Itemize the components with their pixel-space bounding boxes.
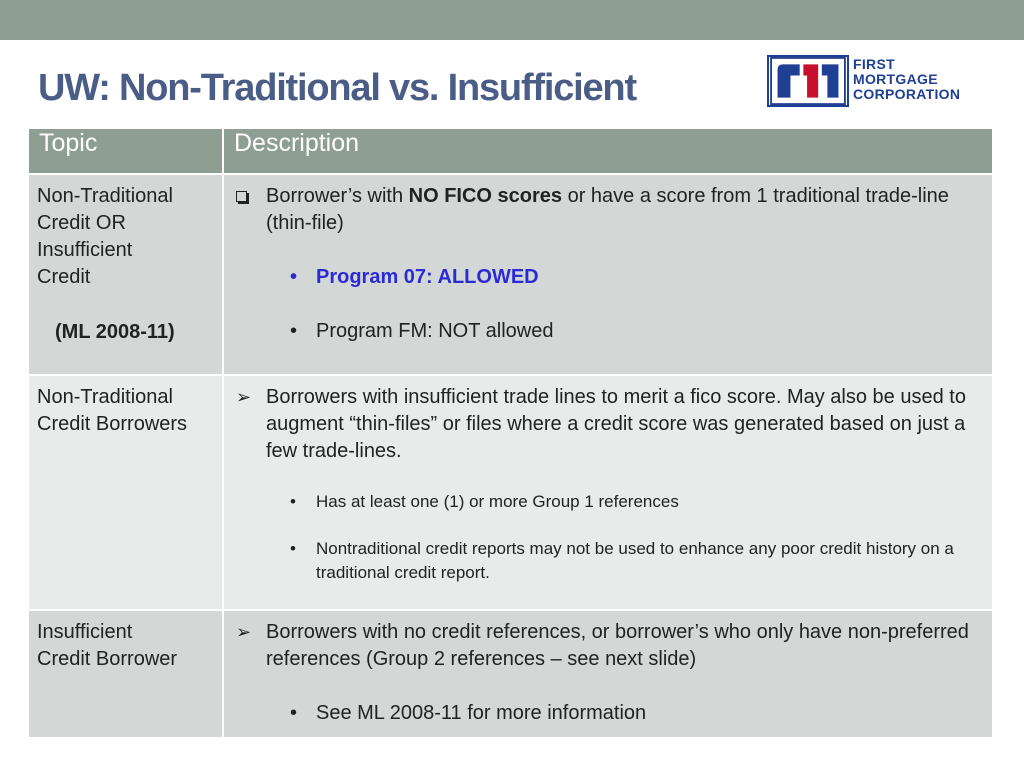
description-cell xyxy=(223,174,993,375)
column-header-topic: Topic xyxy=(28,128,223,174)
bullet-item xyxy=(234,490,982,514)
bullet-icon: • xyxy=(290,539,296,558)
top-accent-bar xyxy=(0,0,1024,40)
topic-line: Non-Traditional xyxy=(37,185,173,207)
logo-line-3: CORPORATION xyxy=(853,86,961,102)
topic-cell xyxy=(28,174,223,375)
logo-line-2: MORTGAGE xyxy=(853,71,938,87)
bullet-text: Program FM: NOT allowed xyxy=(316,320,554,342)
bullet-item xyxy=(234,318,982,345)
bullet-icon: • xyxy=(290,492,296,511)
topic-reference: (ML 2008-11) xyxy=(55,321,175,343)
topic-cell xyxy=(28,610,223,738)
lead-text-post: or have a score from 1 traditional trade-line (thin-file) xyxy=(266,185,949,234)
bullet-item xyxy=(234,700,982,727)
company-logo xyxy=(767,55,987,111)
checkbox-icon xyxy=(236,183,260,210)
topic-cell xyxy=(28,375,223,610)
topic-line: Non-Traditional xyxy=(37,386,173,408)
description-cell xyxy=(223,375,993,610)
lead-item xyxy=(234,384,982,465)
topic-line: Credit xyxy=(37,266,91,288)
topic-line: Credit Borrowers xyxy=(37,413,188,435)
bullet-text: See ML 2008-11 for more information xyxy=(316,702,647,724)
topic-line: Credit OR xyxy=(37,212,126,234)
lead-text-pre: Borrower’s with xyxy=(266,185,409,207)
bullet-text: Nontraditional credit reports may not be used to enhance any poor credit history on a traditional credit report. xyxy=(316,539,954,582)
slide-title: UW: Non-Traditional vs. Insufficient xyxy=(38,67,636,109)
topic-line: Credit Borrower xyxy=(37,648,178,670)
column-header-description: Description xyxy=(223,128,993,174)
bullet-icon: • xyxy=(290,320,298,342)
lead-text-bold: NO FICO scores xyxy=(408,185,563,207)
table-row xyxy=(28,174,993,375)
table-row xyxy=(28,375,993,610)
lead-text: Borrowers with insufficient trade lines to merit a fico score. May also be used to augment “thin-files” or files where a credit score was generated based on just a few trade-lines. xyxy=(266,386,966,462)
comparison-table xyxy=(27,127,994,739)
bullet-item xyxy=(234,537,982,585)
table-header-row xyxy=(28,128,993,174)
logo-line-1: FIRST xyxy=(853,56,895,72)
bullet-text: Has at least one (1) or more Group 1 references xyxy=(316,492,679,511)
topic-line: Insufficient xyxy=(37,239,133,261)
description-cell xyxy=(223,610,993,738)
arrow-icon: ➢ xyxy=(236,622,252,642)
lead-text: Borrowers with no credit references, or borrower’s who only have non-preferred references (Group 2 references – see next slide) xyxy=(266,621,969,670)
lead-item xyxy=(234,183,982,237)
lead-item xyxy=(234,619,982,673)
arrow-icon: ➢ xyxy=(236,387,252,407)
bullet-text: Program 07: ALLOWED xyxy=(316,266,539,288)
bullet-item xyxy=(234,264,982,291)
logo-mark-icon xyxy=(767,55,849,107)
bullet-icon: • xyxy=(290,702,298,724)
table-row xyxy=(28,610,993,738)
logo-wordmark xyxy=(853,57,993,102)
topic-line: Insufficient xyxy=(37,621,133,643)
bullet-icon: • xyxy=(290,266,298,288)
